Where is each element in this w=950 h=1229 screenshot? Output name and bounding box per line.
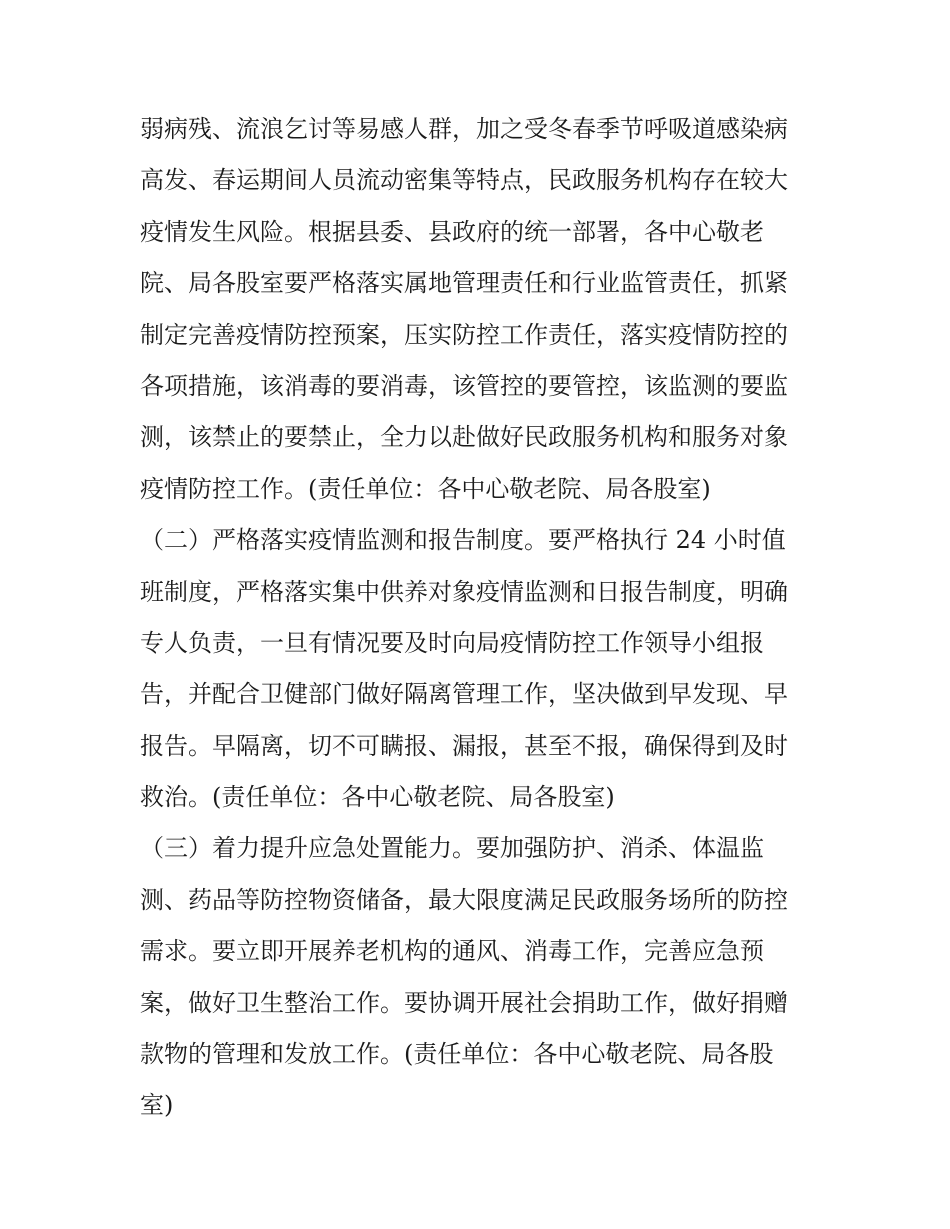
text-line: 测，该禁止的要禁止，全力以赴做好民政服务机构和服务对象: [140, 423, 788, 452]
text-line: 疫情发生风险。根据县委、县政府的统一部署，各中心敬老: [140, 217, 764, 246]
text-line: 班制度，严格落实集中供养对象疫情监测和日报告制度，明确: [140, 577, 788, 606]
text-line: 制定完善疫情防控预案，压实防控工作责任，落实疫情防控的: [140, 320, 788, 349]
text-line: 高发、春运期间人员流动密集等特点，民政服务机构存在较大: [140, 166, 788, 195]
text-line: 测、药品等防控物资储备，最大限度满足民政服务场所的防控: [140, 885, 788, 914]
section-heading-line: （二）严格落实疫情监测和报告制度。要严格执行 24 小时值: [140, 526, 786, 555]
text-line: 专人负责，一旦有情况要及时向局疫情防控工作领导小组报: [140, 628, 764, 657]
text-line: 告，并配合卫健部门做好隔离管理工作，坚决做到早发现、早: [140, 680, 788, 709]
section-heading-line: （三）着力提升应急处置能力。要加强防护、消杀、体温监: [140, 834, 764, 863]
text-line: 室): [140, 1091, 174, 1120]
text-line: 款物的管理和发放工作。(责任单位：各中心敬老院、局各股: [140, 1040, 774, 1069]
text-line: 需求。要立即开展养老机构的通风、消毒工作，完善应急预: [140, 937, 764, 966]
text-line: 院、局各股室要严格落实属地管理责任和行业监管责任，抓紧: [140, 269, 788, 298]
text-line: 各项措施，该消毒的要消毒，该管控的要管控，该监测的要监: [140, 371, 788, 400]
text-line: 报告。早隔离，切不可瞒报、漏报，甚至不报，确保得到及时: [140, 731, 788, 760]
text-line: 弱病残、流浪乞讨等易感人群，加之受冬春季节呼吸道感染病: [140, 115, 788, 143]
text-line: 案，做好卫生整治工作。要协调开展社会捐助工作，做好捐赠: [140, 988, 788, 1017]
text-line: 疫情防控工作。(责任单位：各中心敬老院、局各股室): [140, 474, 711, 503]
document-body: [140, 104, 820, 1132]
text-line: 救治。(责任单位：各中心敬老院、局各股室): [140, 783, 615, 812]
